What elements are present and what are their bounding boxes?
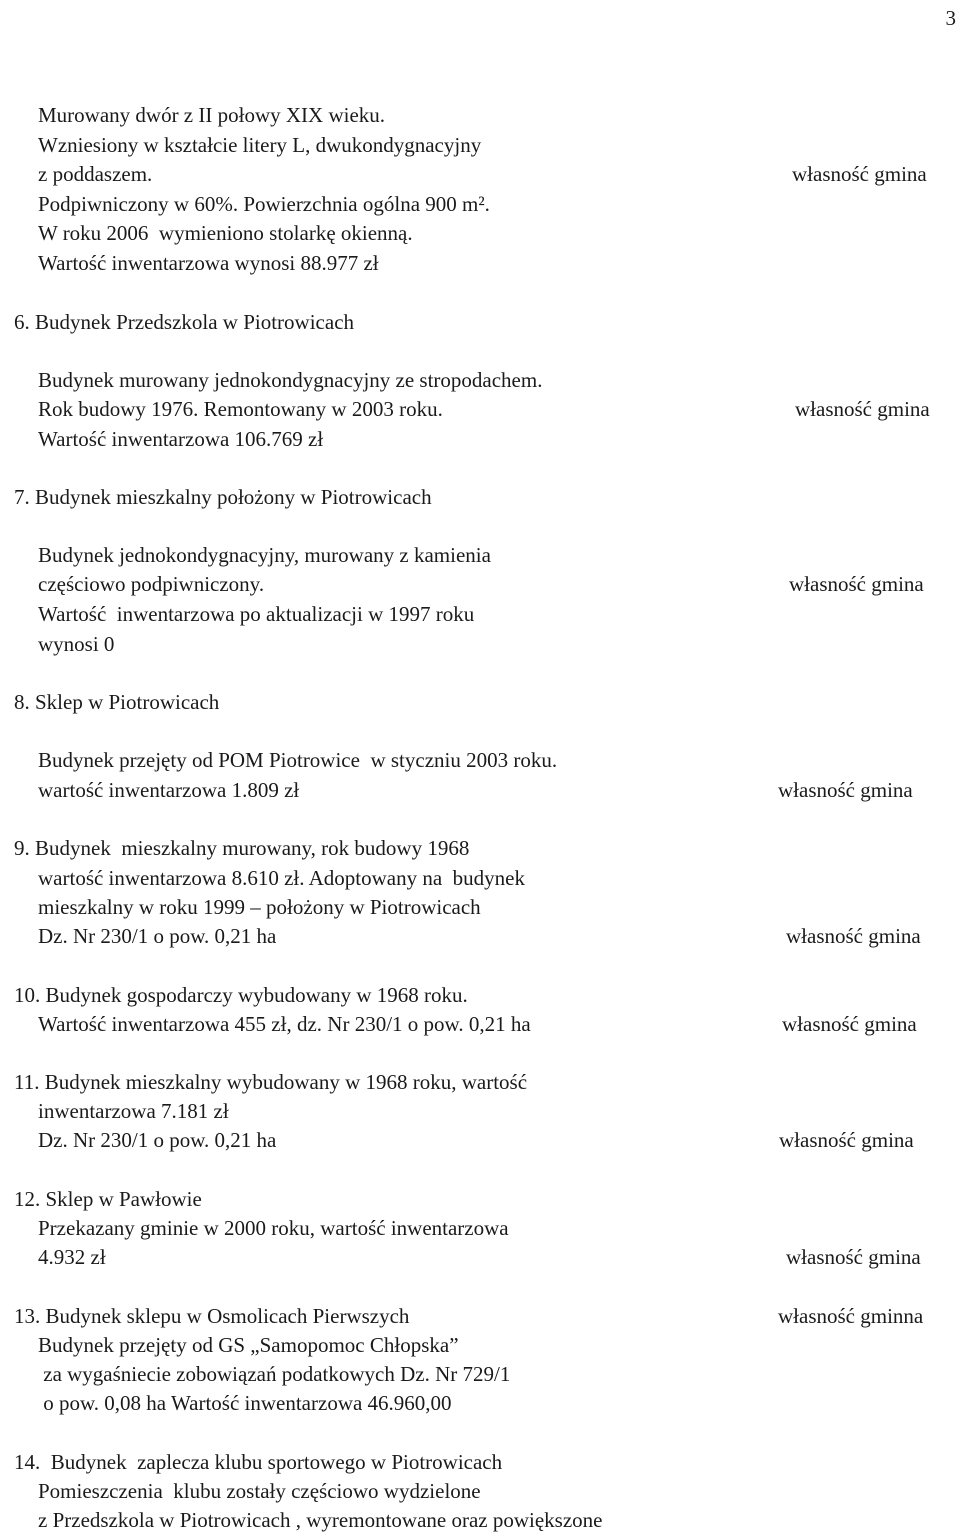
ownership-label: własność gmina	[786, 924, 921, 948]
block-line: Wartość inwentarzowa po aktualizacji w 1997 roku	[38, 602, 475, 626]
block-line: W roku 2006 wymieniono stolarkę okienną.	[38, 221, 413, 245]
block-line: wartość inwentarzowa 1.809 zł	[38, 778, 300, 802]
ownership-label: własność gmina	[792, 162, 927, 186]
block-line: Pomieszczenia klubu zostały częściowo wydzielone	[38, 1479, 481, 1503]
block-line: Przekazany gminie w 2000 roku, wartość inwentarzowa	[38, 1216, 509, 1240]
block-line: Wzniesiony w kształcie litery L, dwukondygnacyjny	[38, 133, 482, 157]
item-heading: 8. Sklep w Piotrowicach	[14, 690, 220, 714]
block-line: Budynek przejęty od GS „Samopomoc Chłopska”	[38, 1333, 459, 1357]
ownership-label: własność gmina	[779, 1128, 914, 1152]
item-heading: 13. Budynek sklepu w Osmolicach Pierwszych	[14, 1304, 410, 1328]
ownership-label: własność gmina	[789, 572, 924, 596]
block-line: Dz. Nr 230/1 o pow. 0,21 ha	[38, 924, 277, 948]
block-line: Budynek przejęty od POM Piotrowice w styczniu 2003 roku.	[38, 748, 558, 772]
ownership-label: własność gmina	[786, 1245, 921, 1269]
block-line: Murowany dwór z II połowy XIX wieku.	[38, 103, 386, 127]
block-line: z poddaszem.	[38, 162, 153, 186]
block-line: 4.932 zł	[38, 1245, 106, 1269]
item-heading: 9. Budynek mieszkalny murowany, rok budowy 1968	[14, 836, 470, 860]
page-number: 3	[945, 6, 956, 30]
item-heading: 14. Budynek zaplecza klubu sportowego w Piotrowicach	[14, 1450, 503, 1474]
block-line: za wygaśniecie zobowiązań podatkowych Dz. Nr 729/1	[38, 1362, 511, 1386]
ownership-label: własność gmina	[795, 397, 930, 421]
block-line: z Przedszkola w Piotrowicach , wyremontowane oraz powiększone	[38, 1508, 603, 1532]
ownership-label: własność gmina	[778, 778, 913, 802]
item-heading: 7. Budynek mieszkalny położony w Piotrowicach	[14, 485, 432, 509]
block-line: Wartość inwentarzowa 455 zł, dz. Nr 230/1 o pow. 0,21 ha	[38, 1012, 531, 1036]
ownership-label: własność gminna	[778, 1304, 924, 1328]
block-line: Podpiwniczony w 60%. Powierzchnia ogólna 900 m².	[38, 192, 490, 216]
item-heading: 6. Budynek Przedszkola w Piotrowicach	[14, 310, 355, 334]
block-line: Rok budowy 1976. Remontowany w 2003 roku.	[38, 397, 443, 421]
block-line: Wartość inwentarzowa wynosi 88.977 zł	[38, 251, 379, 275]
block-line: wartość inwentarzowa 8.610 zł. Adoptowany na budynek	[38, 866, 525, 890]
ownership-label: własność gmina	[782, 1012, 917, 1036]
block-line: wynosi 0	[38, 632, 115, 656]
item-heading: 12. Sklep w Pawłowie	[14, 1187, 202, 1211]
block-line: Dz. Nr 230/1 o pow. 0,21 ha	[38, 1128, 277, 1152]
block-line: częściowo podpiwniczony.	[38, 572, 265, 596]
item-heading: 11. Budynek mieszkalny wybudowany w 1968 roku, wartość	[14, 1070, 528, 1094]
block-line: Budynek jednokondygnacyjny, murowany z kamienia	[38, 543, 491, 567]
item-heading: 10. Budynek gospodarczy wybudowany w 1968 roku.	[14, 983, 468, 1007]
block-line: Wartość inwentarzowa 106.769 zł	[38, 427, 324, 451]
block-line: Budynek murowany jednokondygnacyjny ze stropodachem.	[38, 368, 543, 392]
block-line: inwentarzowa 7.181 zł	[38, 1099, 229, 1123]
block-line: o pow. 0,08 ha Wartość inwentarzowa 46.960,00	[38, 1391, 452, 1415]
block-line: mieszkalny w roku 1999 – położony w Piotrowicach	[38, 895, 481, 919]
